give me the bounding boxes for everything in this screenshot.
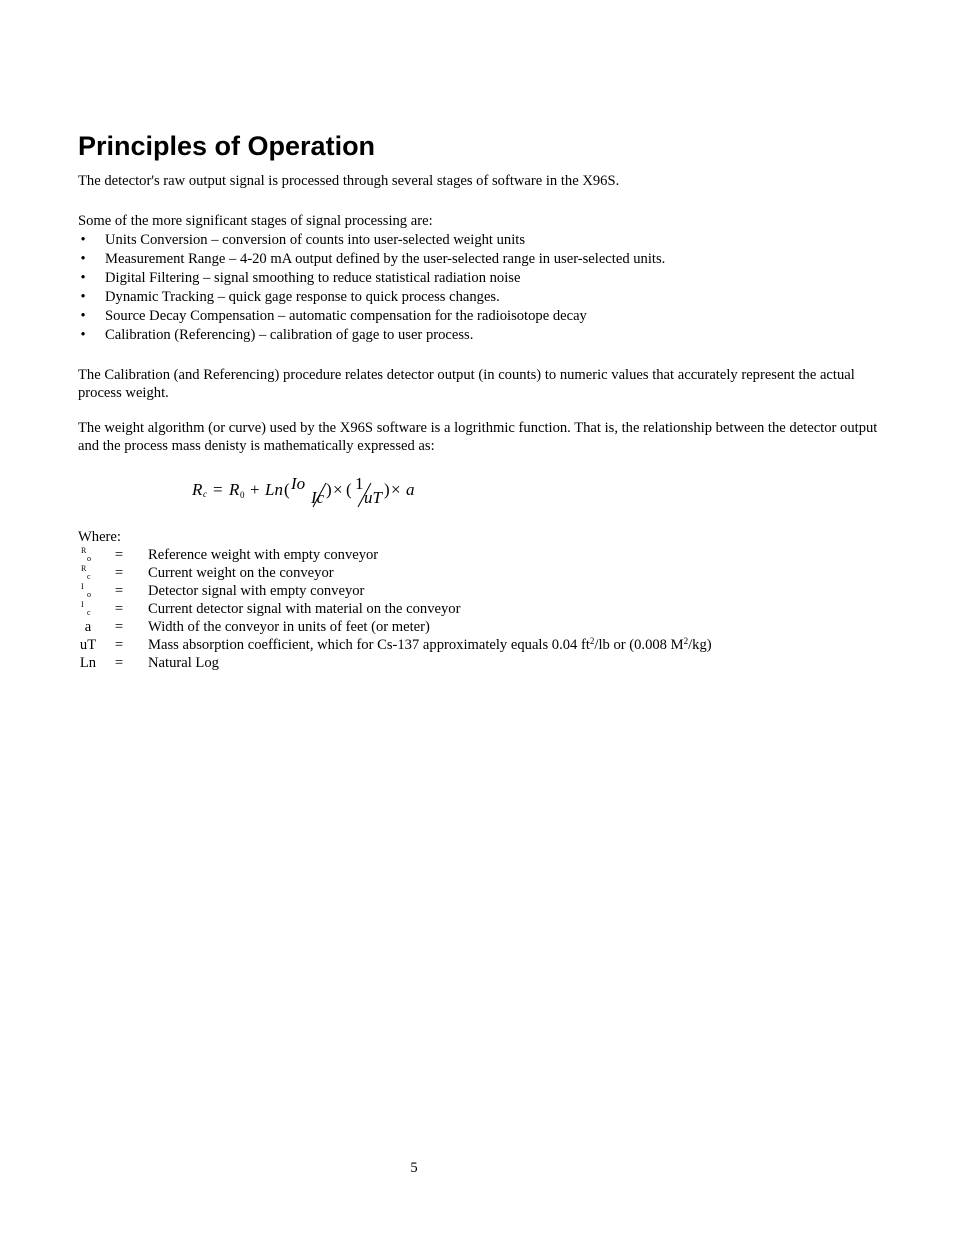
variable-definition: Detector signal with empty conveyor [148, 583, 365, 599]
formula-zero-sub: 0 [240, 490, 245, 500]
formula-rparen: ) [326, 480, 332, 499]
equals-sign: = [114, 619, 124, 635]
stages-list [78, 231, 665, 345]
bullet-icon: • [80, 289, 86, 305]
stages-intro: Some of the more significant stages of signal processing are: [78, 213, 433, 229]
formula-lparen: ( [346, 480, 352, 499]
bullet-icon: • [80, 232, 86, 248]
stage-text: Units Conversion – conversion of counts into user-selected weight units [105, 232, 526, 248]
stage-text: Source Decay Compensation – automatic compensation for the radioisotope decay [105, 308, 587, 324]
variable-definition: Current detector signal with material on the conveyor [148, 601, 461, 617]
list-item [78, 231, 665, 250]
variable-symbol: Ln [79, 655, 97, 671]
variable-symbol: a [84, 619, 92, 635]
formula-r0: R [229, 480, 240, 499]
stage-text: Dynamic Tracking – quick gage response to quick process changes. [105, 289, 500, 305]
variable-definition: Width of the conveyor in units of feet (or meter) [148, 619, 430, 635]
formula-times: × [391, 480, 401, 499]
formula-one: 1 [355, 474, 364, 493]
equals-sign: = [114, 637, 124, 653]
equals-sign: = [114, 547, 124, 563]
page-number: 5 [410, 1160, 418, 1176]
formula-times: × [333, 480, 343, 499]
where-label: Where: [78, 529, 121, 545]
equals-sign: = [114, 601, 124, 617]
variable-definition: Natural Log [148, 655, 219, 671]
variable-definition: Mass absorption coefficient, which for Cs-137 approximately equals 0.04 $ft^2/lb$ or (0.008 $M^2/kg$) [148, 636, 712, 653]
list-item [78, 269, 665, 288]
formula-io: Io [291, 474, 306, 493]
formula-ic: Ic [311, 488, 325, 507]
equals-sign: = [114, 655, 124, 671]
formula-lparen: ( [284, 480, 290, 499]
variable-symbol: uT [79, 637, 97, 653]
document-page: Principles of Operation The detector's raw output signal is processed through several stages of software in the X96S. Some of the more significant stages of signal processing are: • Units Conversion – conversion of counts into user-selected weight units • Measurement Range – 4-20 mA output defined by the user-selected range in user-selected units. • Digital Filtering – signal smoothing to reduce statistical radiation noise • Dynamic Tracking – quick gage response to quick process changes. • Source Decay Compensation – automatic compensation for the radioisotope decay • Calibration (Referencing) – calibration of gage to user process. The Calibration (and Referencing) procedure relates detector output (in counts) to numeric values that accurately represent the actual process weight. The weight algorithm (or curve) used by the X96S software is a logrithmic function. That is, the relationship between the detector output and the process mass denisty is mathematically expressed as: R c = R 0 + Ln ( Io Ic ) × ( 1 uT ) × a Where: R o = Reference weight with empty conveyor R c = Current weight on the conveyor I o = Detector signal with empty conveyor I c = Current detector signal with material on the conveyor a = Width of the conveyor in units of feet (or meter) uT = Mass absorption coefficient, which for Cs-137 approximately equals 0.04 $ft^2/lb$ or (0.008 $M^2/kg$) Ln = Natural Log 5 [0, 0, 954, 1235]
stage-text: Calibration (Referencing) – calibration of gage to user process. [105, 327, 474, 343]
list-item [78, 326, 665, 345]
formula-ut: uT [364, 488, 382, 507]
equals-sign: = [114, 583, 124, 599]
calibration-paragraph: The Calibration (and Referencing) procedure relates detector output (in counts) to numeric values that accurately represent the actual process weight. [78, 367, 855, 401]
page-title: Principles of Operation [78, 131, 376, 161]
formula-equals: = [213, 480, 223, 499]
bullet-icon: • [80, 327, 86, 343]
formula-c-sub: c [203, 489, 207, 499]
intro-paragraph: The detector's raw output signal is processed through several stages of software in the X96S. [78, 173, 620, 189]
list-item [78, 250, 665, 269]
list-item [78, 307, 665, 326]
formula-a: a [406, 480, 415, 499]
stage-text: Digital Filtering – signal smoothing to reduce statistical radiation noise [105, 270, 521, 286]
variable-definition: Reference weight with empty conveyor [148, 547, 379, 563]
bullet-icon: • [80, 251, 86, 267]
bullet-icon: • [80, 308, 86, 324]
formula-rparen: ) [384, 480, 390, 499]
stage-text: Measurement Range – 4-20 mA output defined by the user-selected range in user-selected units. [105, 251, 666, 267]
weight-formula [192, 475, 432, 515]
formula-r: R [192, 480, 203, 499]
variable-definition: Current weight on the conveyor [148, 565, 334, 581]
equals-sign: = [114, 565, 124, 581]
formula-plus: + [250, 480, 260, 499]
algorithm-paragraph: The weight algorithm (or curve) used by the X96S software is a logrithmic function. That is, the relationship between the detector output and the process mass denisty is mathematically expressed as: [78, 420, 878, 454]
bullet-icon: • [80, 270, 86, 286]
formula-ln: Ln [265, 480, 283, 499]
list-item [78, 288, 665, 307]
